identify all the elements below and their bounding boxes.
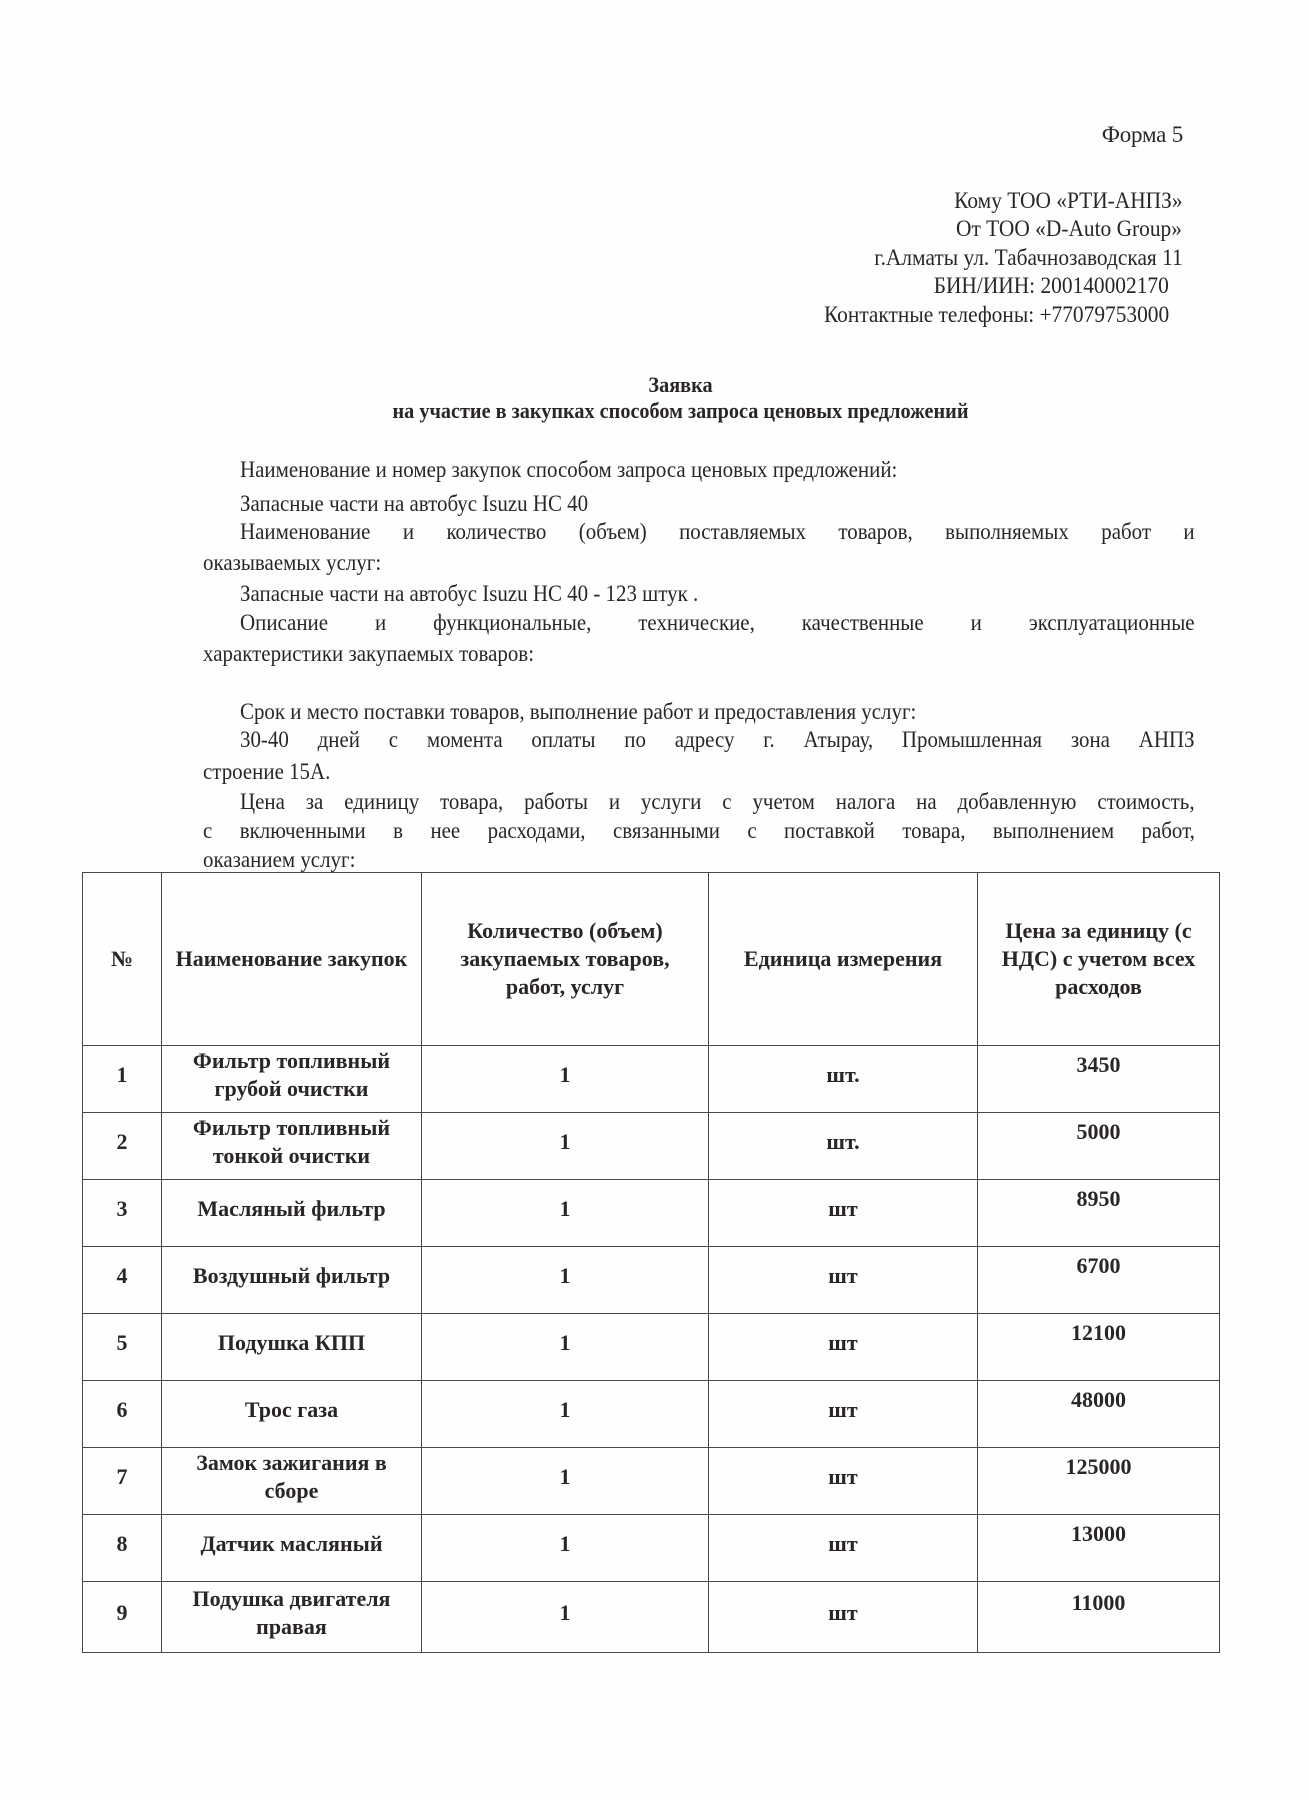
cell-number: 9 — [83, 1582, 162, 1653]
header-price: Цена за единицу (с НДС) с учетом всех расходов — [978, 873, 1220, 1046]
paragraph-procurement-name-label: Наименование и номер закупок способом запроса ценовых предложений: — [240, 457, 898, 482]
cell-number: 7 — [83, 1448, 162, 1515]
cell-name: Датчик масляный — [162, 1515, 422, 1582]
cell-quantity: 1 — [422, 1448, 709, 1515]
cell-unit: шт — [709, 1448, 978, 1515]
document-subtitle: на участие в закупках способом запроса ценовых предложений — [392, 398, 969, 423]
sender: От ТОО «D-Auto Group» — [956, 216, 1182, 241]
cell-name: Воздушный фильтр — [162, 1247, 422, 1314]
table-row — [83, 1381, 1220, 1448]
cell-number: 1 — [83, 1046, 162, 1113]
cell-quantity: 1 — [422, 1046, 709, 1113]
sender-bin: БИН/ИИН: 200140002170 — [933, 273, 1169, 298]
paragraph-goods-quantity: Запасные части на автобус Isuzu HC 40 - 123 штук . — [240, 581, 699, 606]
cell-unit: шт — [709, 1314, 978, 1381]
header-number: № — [83, 873, 162, 1046]
cell-name: Масляный фильтр — [162, 1180, 422, 1247]
paragraph-price-label-end: оказанием услуг: — [203, 847, 356, 872]
cell-price: 48000 — [978, 1381, 1220, 1448]
cell-unit: шт. — [709, 1113, 978, 1180]
paragraph-delivery-terms-cont: строение 15А. — [203, 759, 331, 784]
cell-unit: шт. — [709, 1046, 978, 1113]
paragraph-price-label-cont: с включенными в нее расходами, связанными с поставкой товара, выполнением работ, — [203, 818, 1195, 843]
cell-unit: шт — [709, 1381, 978, 1448]
header-unit: Единица измерения — [709, 873, 978, 1046]
cell-name: Фильтр топливный грубой очистки — [162, 1046, 422, 1113]
recipient: Кому ТОО «РТИ-АНПЗ» — [954, 188, 1183, 213]
cell-number: 2 — [83, 1113, 162, 1180]
cell-quantity: 1 — [422, 1180, 709, 1247]
cell-quantity: 1 — [422, 1515, 709, 1582]
cell-name: Трос газа — [162, 1381, 422, 1448]
table-row — [83, 1113, 1220, 1180]
cell-name: Замок зажигания в сборе — [162, 1448, 422, 1515]
cell-quantity: 1 — [422, 1381, 709, 1448]
paragraph-goods-label-cont: оказываемых услуг: — [203, 550, 382, 575]
cell-unit: шт — [709, 1247, 978, 1314]
cell-number: 4 — [83, 1247, 162, 1314]
cell-price: 8950 — [978, 1180, 1220, 1247]
cell-price: 11000 — [978, 1582, 1220, 1653]
table-row — [83, 1180, 1220, 1247]
table-row — [83, 1046, 1220, 1113]
document-title: Заявка — [648, 372, 713, 397]
price-table — [82, 872, 1220, 1653]
table-row — [83, 1314, 1220, 1381]
table-row — [83, 1247, 1220, 1314]
header-name: Наименование закупок — [162, 873, 422, 1046]
cell-name: Подушка двигателя правая — [162, 1582, 422, 1653]
cell-quantity: 1 — [422, 1247, 709, 1314]
form-number: Форма 5 — [1101, 122, 1183, 147]
cell-unit: шт — [709, 1180, 978, 1247]
cell-quantity: 1 — [422, 1314, 709, 1381]
table-row — [83, 1448, 1220, 1515]
header-quantity: Количество (объем) закупаемых товаров, работ, услуг — [422, 873, 709, 1046]
cell-number: 6 — [83, 1381, 162, 1448]
table-row — [83, 1582, 1220, 1653]
paragraph-goods-label: Наименование и количество (объем) поставляемых товаров, выполняемых работ и — [240, 519, 1195, 544]
table-row — [83, 1515, 1220, 1582]
cell-price: 13000 — [978, 1515, 1220, 1582]
paragraph-delivery-terms: 30-40 дней с момента оплаты по адресу г. Атырау, Промышленная зона АНПЗ — [240, 727, 1195, 752]
cell-price: 12100 — [978, 1314, 1220, 1381]
cell-quantity: 1 — [422, 1113, 709, 1180]
cell-price: 3450 — [978, 1046, 1220, 1113]
paragraph-procurement-name: Запасные части на автобус Isuzu HC 40 — [240, 491, 589, 516]
cell-unit: шт — [709, 1515, 978, 1582]
table-header-row — [83, 873, 1220, 1046]
cell-number: 8 — [83, 1515, 162, 1582]
cell-quantity: 1 — [422, 1582, 709, 1653]
cell-name: Фильтр топливный тонкой очистки — [162, 1113, 422, 1180]
cell-price: 6700 — [978, 1247, 1220, 1314]
cell-number: 5 — [83, 1314, 162, 1381]
paragraph-characteristics-label: Описание и функциональные, технические, качественные и эксплуатационные — [240, 610, 1195, 635]
cell-number: 3 — [83, 1180, 162, 1247]
sender-phones: Контактные телефоны: +77079753000 — [823, 302, 1169, 327]
cell-name: Подушка КПП — [162, 1314, 422, 1381]
cell-unit: шт — [709, 1582, 978, 1653]
paragraph-characteristics-label-cont: характеристики закупаемых товаров: — [203, 641, 535, 666]
paragraph-price-label: Цена за единицу товара, работы и услуги с учетом налога на добавленную стоимость, — [240, 789, 1195, 814]
cell-price: 125000 — [978, 1448, 1220, 1515]
cell-price: 5000 — [978, 1113, 1220, 1180]
paragraph-delivery-label: Срок и место поставки товаров, выполнение работ и предоставления услуг: — [240, 699, 917, 724]
sender-address: г.Алматы ул. Табачнозаводская 11 — [874, 245, 1183, 270]
